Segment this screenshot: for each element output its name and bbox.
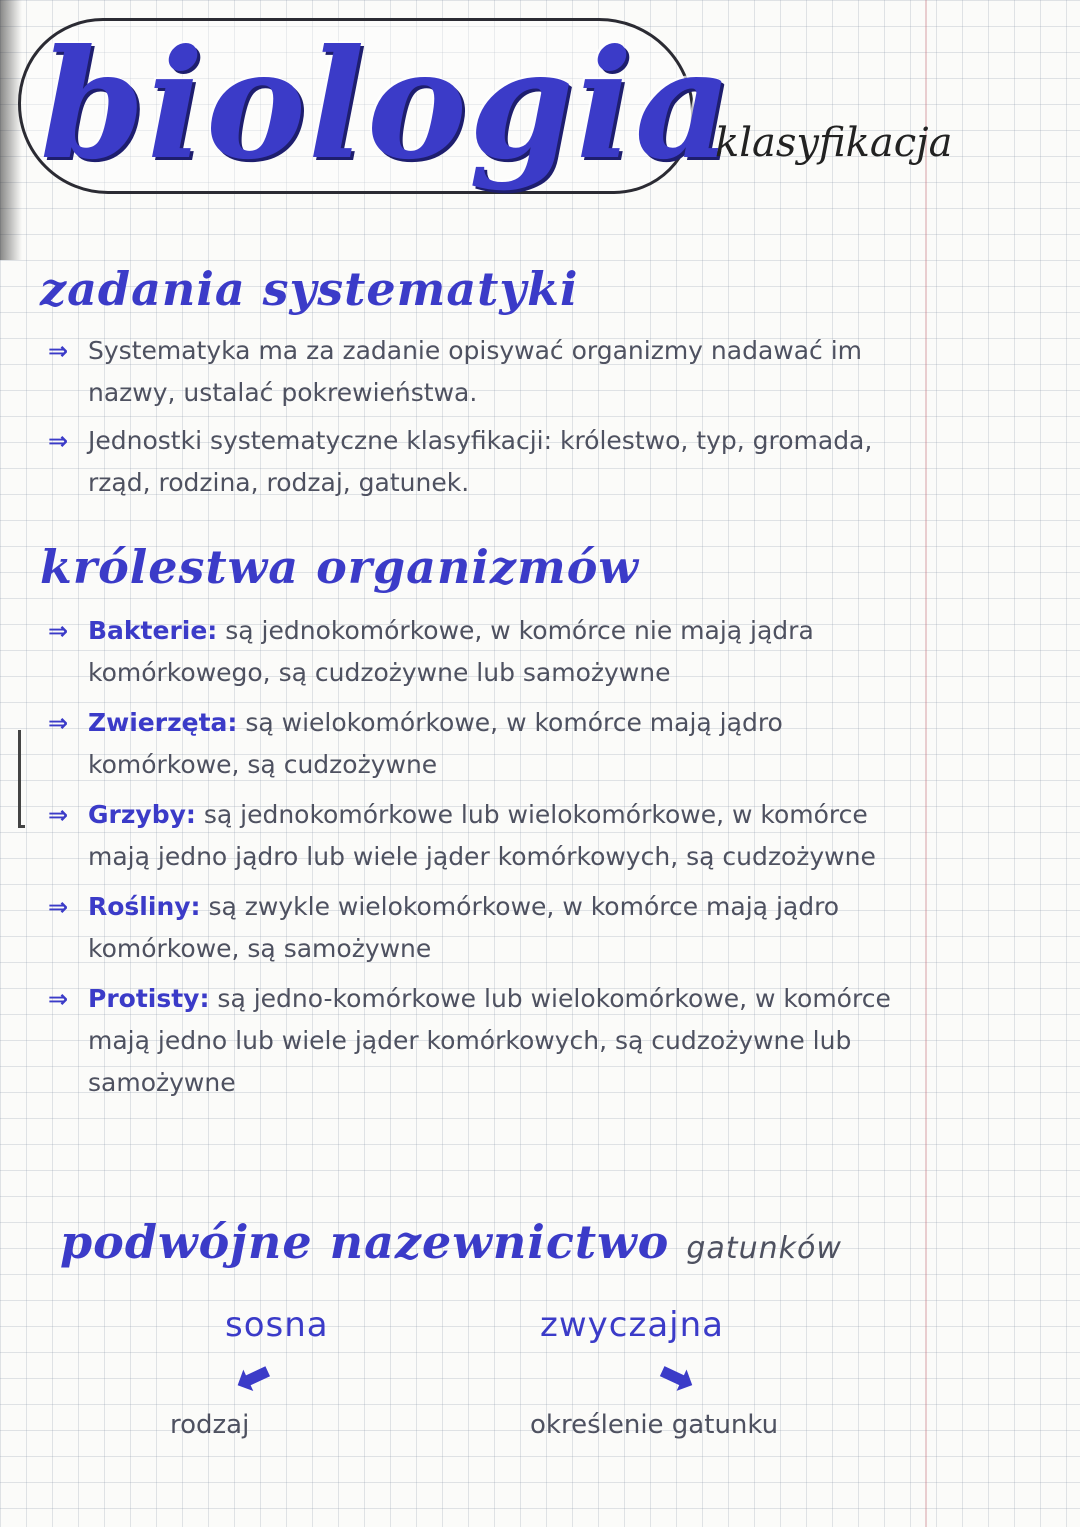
naming-heading-suffix: gatunków	[686, 1231, 842, 1266]
species-word-text: zwyczajna	[540, 1305, 724, 1345]
double-arrow-icon: ⇒	[48, 709, 69, 737]
section-heading-naming	[60, 1215, 842, 1269]
species-label: określenie gatunku	[530, 1410, 779, 1440]
list-item-text: Jednostki systematyczne klasyfikacji: królestwo, typ, gromada, rząd, rodzina, rodzaj, gatunek.	[88, 426, 873, 497]
genus-word-text: sosna	[225, 1305, 329, 1345]
section-kingdoms-list	[48, 610, 908, 1104]
double-arrow-icon: ⇒	[48, 427, 69, 455]
section-heading-kingdoms: królestwa organizmów	[40, 540, 639, 594]
list-item	[48, 330, 908, 414]
kingdom-description: są wielokomórkowe, w komórce mają jądro komórkowe, są cudzożywne	[88, 708, 783, 779]
kingdom-description: są jednokomórkowe lub wielokomórkowe, w komórce mają jedno jądro lub wiele jąder komórkowych, są cudzożywne	[88, 800, 876, 871]
margin-bracket	[18, 730, 25, 828]
naming-heading-text: podwójne nazewnictwo	[60, 1215, 670, 1269]
list-item	[48, 978, 908, 1104]
double-arrow-icon: ⇒	[48, 617, 69, 645]
section-heading-tasks: zadania systematyki	[40, 262, 579, 316]
kingdom-description: są jedno-komórkowe lub wielokomórkowe, w komórce mają jedno lub wiele jąder komórkowych, są cudzożywne lub samożywne	[88, 984, 891, 1097]
double-arrow-icon: ⇒	[48, 985, 69, 1013]
double-arrow-icon: ⇒	[48, 801, 69, 829]
kingdom-term: Bakterie:	[88, 616, 218, 645]
margin-line	[925, 0, 927, 1527]
kingdom-description: są zwykle wielokomórkowe, w komórce mają jądro komórkowe, są samożywne	[88, 892, 840, 963]
kingdom-term: Grzyby:	[88, 800, 196, 829]
kingdom-term: Zwierzęta:	[88, 708, 238, 737]
double-arrow-icon: ⇒	[48, 337, 69, 365]
genus-arrow-icon: ⬋	[230, 1345, 283, 1406]
species-word	[540, 1305, 724, 1345]
page-title: biologia	[40, 17, 735, 193]
list-item	[48, 886, 908, 970]
kingdom-term: Rośliny:	[88, 892, 201, 921]
kingdom-term: Protisty:	[88, 984, 210, 1013]
section-tasks-list	[48, 330, 908, 504]
kingdom-description: są jednokomórkowe, w komórce nie mają jądra komórkowego, są cudzożywne lub samożywne	[88, 616, 814, 687]
list-item	[48, 702, 908, 786]
genus-label: rodzaj	[170, 1410, 250, 1440]
list-item	[48, 794, 908, 878]
list-item	[48, 420, 908, 504]
list-item	[48, 610, 908, 694]
page-shadow	[0, 0, 22, 260]
genus-word	[225, 1305, 329, 1345]
page-subtitle: klasyfikacja	[715, 120, 953, 166]
list-item-text: Systematyka ma za zadanie opisywać organizmy nadawać im nazwy, ustalać pokrewieństwa.	[88, 336, 863, 407]
double-arrow-icon: ⇒	[48, 893, 69, 921]
species-arrow-icon: ⬊	[647, 1345, 700, 1406]
